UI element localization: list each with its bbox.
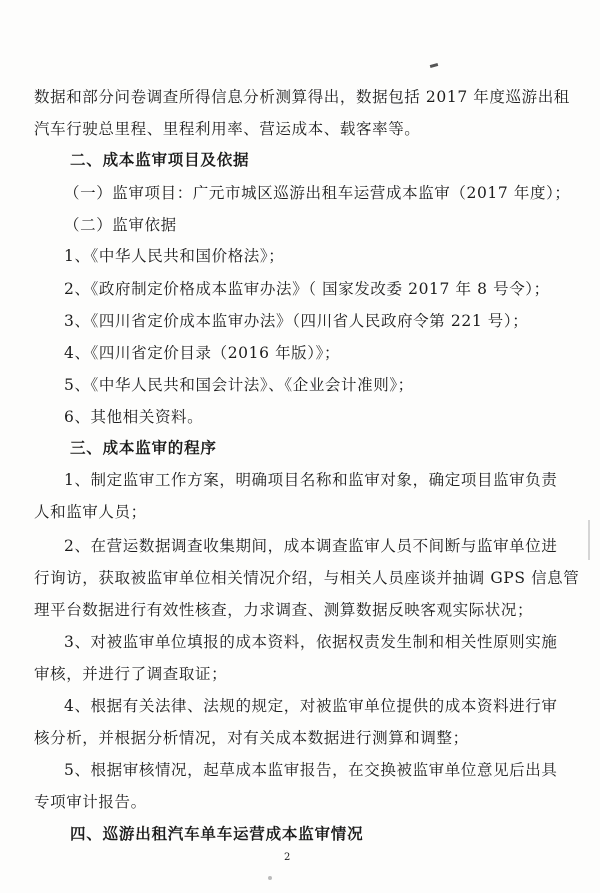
law-item-1: 1、《中华人民共和国价格法》； [64, 247, 285, 265]
procedure-2-line-1: 2、在营运数据调查收集期间，成本调查监审人员不间断与监审单位进 [64, 537, 558, 555]
section-2-heading: 二、成本监审项目及依据 [70, 151, 250, 169]
procedure-4-line-1: 4、根据有关法律、法规的规定，对被监审单位提供的成本资料进行审 [64, 697, 558, 715]
law-item-5: 5、《中华人民共和国会计法》、《企业会计准则》； [64, 376, 414, 394]
section-4-heading: 四、巡游出租汽车单车运营成本监审情况 [70, 825, 364, 843]
procedure-2-line-3: 理平台数据进行有效性核查，力求调查、测算数据反映客观实际状况； [34, 601, 534, 619]
procedure-5-line-1: 5、根据审核情况，起草成本监审报告，在交换被监审单位意见后出具 [64, 761, 558, 779]
procedure-3-line-1: 3、对被监审单位填报的成本资料，依据权责发生制和相关性原则实施 [64, 633, 558, 651]
procedure-2-line-2: 行询访，获取被监审单位相关情况介绍，与相关人员座谈并抽调 GPS 信息管 [34, 569, 580, 587]
scan-dot [268, 876, 272, 880]
page-number: 2 [284, 852, 291, 863]
procedure-5-line-2: 专项审计报告。 [34, 793, 147, 811]
law-item-4: 4、《四川省定价目录（2016 年版）》； [64, 344, 341, 362]
audit-basis: （二）监审依据 [64, 216, 177, 234]
procedure-4-line-2: 核分析，并根据分析情况，对有关成本数据进行测算和调整； [34, 729, 469, 747]
section-3-heading: 三、成本监审的程序 [70, 439, 217, 457]
law-item-3: 3、《四川省定价成本监审办法》（四川省人民政府令第 221 号）； [64, 312, 529, 330]
audit-item: （一）监审项目：广元市城区巡游出租车运营成本监审（2017 年度）； [64, 184, 571, 202]
law-item-2: 2、《政府制定价格成本监审办法》（ 国家发改委 2017 年 8 号令）； [64, 280, 550, 298]
scan-mark [430, 63, 439, 68]
intro-line-2: 汽车行驶总里程、里程利用率、营运成本、载客率等。 [34, 120, 421, 138]
procedure-1-line-1: 1、制定监审工作方案，明确项目名称和监审对象，确定项目监审负责 [64, 471, 558, 489]
law-item-6: 6、其他相关资料。 [64, 408, 204, 426]
intro-line-1: 数据和部分问卷调查所得信息分析测算得出，数据包括 2017 年度巡游出租 [34, 88, 570, 106]
procedure-1-line-2: 人和监审人员； [34, 503, 147, 521]
scan-edge-artifact [588, 520, 590, 560]
procedure-3-line-2: 审核，并进行了调查取证； [34, 665, 228, 683]
